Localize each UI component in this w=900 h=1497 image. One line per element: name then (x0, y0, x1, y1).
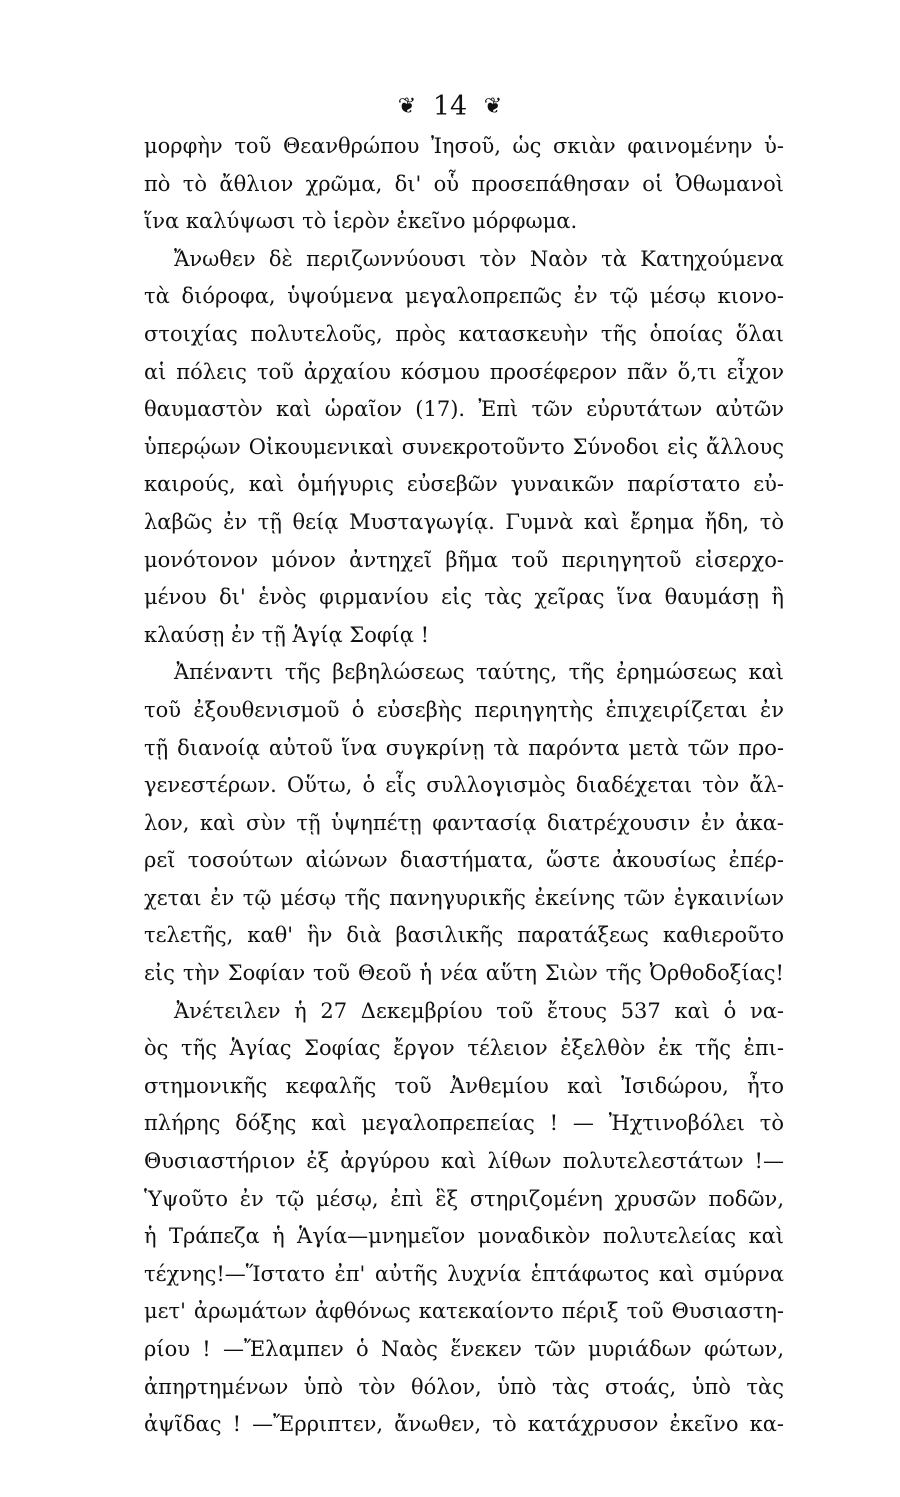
text-line: ἀψῖδας ! —Ἔρριπτεν, ἄνωθεν, τὸ κατάχρυσον ἐκεῖνο κα- (144, 1412, 784, 1437)
text-line: καιρούς, καὶ ὁμήγυρις εὐσεβῶν γυναικῶν παρίστατο εὐ- (144, 472, 784, 497)
text-line: ρίου ! —Ἔλαμπεν ὁ Ναὸς ἕνεκεν τῶν μυριάδων φώτων, (144, 1337, 784, 1361)
text-line: λον, καὶ σὺν τῇ ὑψηπέτῃ φαντασίᾳ διατρέχουσιν ἐν ἀκα- (144, 810, 784, 835)
text-line: τελετῆς, καθ' ἣν διὰ βασιλικῆς παρατάξεως καθιεροῦτο (144, 923, 784, 948)
page-number: 14 (432, 90, 468, 122)
text-line: στημονικῆς κεφαλῆς τοῦ Ἀνθεμίου καὶ Ἰσιδώρου, ἦτο (144, 1073, 784, 1098)
text-line: τέχνης!—Ἵστατο ἐπ' αὐτῆς λυχνία ἑπτάφωτος καὶ σμύρνα (144, 1261, 784, 1286)
text-line: λαβῶς ἐν τῇ θείᾳ Μυσταγωγίᾳ. Γυμνὰ καὶ ἔρημα ἤδη, τὸ (144, 509, 784, 534)
text-line: ἡ Τράπεζα ἡ Ἁγία—μνημεῖον μοναδικὸν πολυτελείας καὶ (144, 1224, 784, 1249)
text-line: μετ' ἀρωμάτων ἀφθόνως κατεκαίοντο πέριξ τοῦ Θυσιαστη- (144, 1299, 784, 1324)
text-line: εἰς τὴν Σοφίαν τοῦ Θεοῦ ἡ νέα αὕτη Σιὼν τῆς Ὀρθοδοξίας! (144, 961, 784, 986)
text-line: Ὑψοῦτο ἐν τῷ μέσῳ, ἐπὶ ἓξ στηριζομένη χρυσῶν ποδῶν, (144, 1186, 784, 1211)
right-ornament-icon: ❦ (483, 93, 503, 119)
text-line: τῇ διανοίᾳ αὐτοῦ ἵνα συγκρίνῃ τὰ παρόντα μετὰ τῶν προ- (144, 735, 784, 760)
text-line: ὑπερῴων Οἰκουμενικαὶ συνεκροτοῦντο Σύνοδοι εἰς ἄλλους (144, 434, 784, 459)
text-line: Ἀνέτειλεν ἡ 27 Δεκεμβρίου τοῦ ἔτους 537 καὶ ὁ να- (174, 998, 784, 1023)
text-line: μονότονον μόνον ἀντηχεῖ βῆμα τοῦ περιηγητοῦ εἰσερχο- (144, 547, 784, 572)
text-line: χεται ἐν τῷ μέσῳ τῆς πανηγυρικῆς ἐκείνης τῶν ἐγκαινίων (144, 885, 784, 910)
text-line: ρεῖ τοσούτων αἰώνων διαστήματα, ὥστε ἀκουσίως ἐπέρ- (144, 848, 784, 873)
text-line: τοῦ ἐξουθενισμοῦ ὁ εὐσεβὴς περιηγητὴς ἐπιχειρίζεται ἐν (144, 697, 784, 722)
text-line: μορφὴν τοῦ Θεανθρώπου Ἰησοῦ, ὡς σκιὰν φαινομένην ὑ- (144, 134, 784, 158)
text-line: πλήρης δόξης καὶ μεγαλοπρεπείας ! — Ἠχτινοβόλει τὸ (144, 1111, 784, 1136)
page-header (0, 88, 900, 125)
text-line: γενεστέρων. Οὕτω, ὁ εἷς συλλογισμὸς διαδέχεται τὸν ἄλ- (144, 773, 784, 798)
text-line: Θυσιαστήριον ἐξ ἀργύρου καὶ λίθων πολυτελεστάτων !— (144, 1149, 784, 1174)
text-line: ὸς τῆς Ἁγίας Σοφίας ἔργον τέλειον ἐξελθὸν ἐκ τῆς ἐπι- (144, 1036, 784, 1061)
text-line: τὰ διόροφα, ὑψούμενα μεγαλοπρεπῶς ἐν τῷ μέσῳ κιονο- (144, 284, 784, 309)
text-line: στοιχίας πολυτελοῦς, πρὸς κατασκευὴν τῆς ὁποίας ὅλαι (144, 321, 784, 346)
text-line: πὸ τὸ ἄθλιον χρῶμα, δι' οὗ προσεπάθησαν οἱ Ὀθωμανοὶ (144, 171, 784, 196)
text-line: θαυμαστὸν καὶ ὡραῖον (17). Ἐπὶ τῶν εὐρυτάτων αὐτῶν (144, 397, 784, 422)
text-line: ἀπηρτημένων ὑπὸ τὸν θόλον, ὑπὸ τὰς στοάς, ὑπὸ τὰς (144, 1374, 784, 1399)
text-line: Ἀπέναντι τῆς βεβηλώσεως ταύτης, τῆς ἐρημώσεως καὶ (174, 660, 784, 685)
body-text (144, 128, 784, 1444)
left-ornament-icon: ❦ (397, 93, 417, 119)
text-line: ἵνα καλύψωσι τὸ ἱερὸν ἐκεῖνο μόρφωμα. (144, 209, 578, 234)
text-line: κλαύσῃ ἐν τῇ Ἁγίᾳ Σοφίᾳ ! (144, 622, 430, 647)
text-line: Ἄνωθεν δὲ περιζωννύουσι τὸν Ναὸν τὰ Κατηχούμενα (174, 246, 784, 271)
text-line: αἱ πόλεις τοῦ ἀρχαίου κόσμου προσέφερον πᾶν ὅ,τι εἶχον (144, 359, 784, 384)
text-line: μένου δι' ἑνὸς φιρμανίου εἰς τὰς χεῖρας ἵνα θαυμάσῃ ἢ (144, 585, 784, 610)
